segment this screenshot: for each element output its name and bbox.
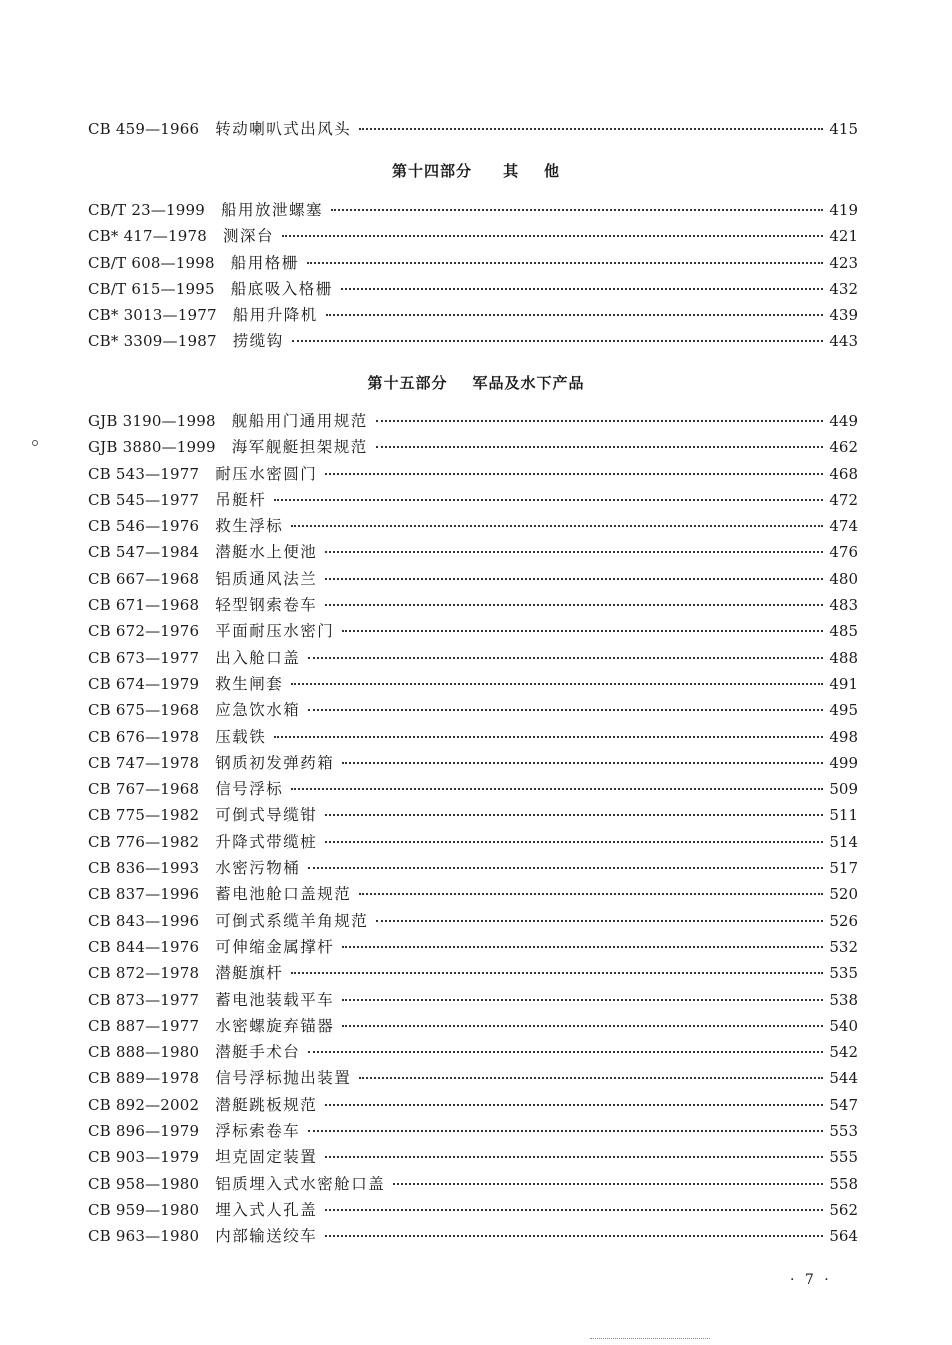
entry-title: 浮标索卷车 <box>215 1122 301 1141</box>
page-number: 509 <box>829 780 858 799</box>
standard-code: CB 667—1968 <box>88 569 200 588</box>
standard-code: CB* 3309—1987 <box>88 332 217 351</box>
page-number: 472 <box>829 490 858 509</box>
section-14-entries <box>88 197 858 355</box>
page-number: 432 <box>829 279 858 298</box>
entry-title: 船用格栅 <box>230 253 299 272</box>
entry-title: 升降式带缆桩 <box>215 832 318 851</box>
entry-title: 平面耐压水密门 <box>215 622 335 641</box>
section-14-title: 其 他 <box>503 162 561 180</box>
page-number: 443 <box>829 332 858 351</box>
page-number: 423 <box>829 253 858 272</box>
toc-row <box>88 881 858 907</box>
page-number: 462 <box>829 438 858 457</box>
dot-leader <box>325 1234 823 1237</box>
toc-row <box>88 1223 858 1249</box>
standard-code: CB* 3013—1977 <box>88 306 217 325</box>
toc-row <box>88 934 858 960</box>
dot-leader <box>308 656 823 659</box>
section-15-entries <box>88 408 858 1250</box>
standard-code: CB 547—1984 <box>88 543 200 562</box>
standard-code: CB 889—1978 <box>88 1069 200 1088</box>
standard-code: CB 674—1979 <box>88 674 200 693</box>
entry-title: 出入舱口盖 <box>215 648 301 667</box>
dot-leader <box>342 1024 823 1027</box>
dot-leader <box>376 445 824 448</box>
section-15-heading <box>0 372 952 393</box>
entry-title: 吊艇杆 <box>215 490 267 509</box>
section-14-heading <box>0 160 952 181</box>
toc-row <box>88 960 858 986</box>
toc-row <box>88 697 858 723</box>
page-number: 499 <box>829 753 858 772</box>
page-number: 439 <box>829 306 858 325</box>
dot-leader <box>291 682 823 685</box>
toc-row <box>88 434 858 460</box>
standard-code: CB 672—1976 <box>88 622 200 641</box>
standard-code: CB 958—1980 <box>88 1174 200 1193</box>
toc-row <box>88 908 858 934</box>
dot-leader <box>376 419 824 422</box>
page-number: 538 <box>829 990 858 1009</box>
toc-row <box>88 802 858 828</box>
toc-row <box>88 987 858 1013</box>
dot-leader <box>308 708 823 711</box>
standard-code: CB 545—1977 <box>88 490 200 509</box>
standard-code: CB/T 615—1995 <box>88 279 215 298</box>
page-number: 526 <box>829 911 858 930</box>
page-number: 514 <box>829 832 858 851</box>
standard-code: CB 843—1996 <box>88 911 200 930</box>
entry-title: 水密螺旋弃锚器 <box>215 1016 335 1035</box>
dot-leader <box>359 1076 823 1079</box>
toc-row <box>88 1197 858 1223</box>
page-number: 474 <box>829 517 858 536</box>
dot-leader <box>291 787 823 790</box>
page-number: 511 <box>829 806 858 825</box>
dot-leader <box>325 1103 823 1106</box>
standard-code: CB 903—1979 <box>88 1148 200 1167</box>
standard-code: CB 873—1977 <box>88 990 200 1009</box>
entry-title: 蓄电池舱口盖规范 <box>215 885 352 904</box>
dot-leader <box>325 1155 823 1158</box>
standard-code: CB 671—1968 <box>88 596 200 615</box>
dot-leader <box>291 971 823 974</box>
entry-title: 内部输送绞车 <box>215 1227 318 1246</box>
standard-code: CB/T 23—1999 <box>88 201 205 219</box>
standard-code: CB 767—1968 <box>88 780 200 799</box>
toc-row <box>88 328 858 354</box>
standard-code: CB 775—1982 <box>88 806 200 825</box>
toc-row <box>88 645 858 671</box>
entry-title: 信号浮标 <box>215 780 284 799</box>
entry-title: 船用放泄螺塞 <box>221 201 324 219</box>
dot-leader <box>307 261 824 264</box>
standard-code: GJB 3880—1999 <box>88 438 216 457</box>
entry-title: 潜艇旗杆 <box>215 964 284 983</box>
dot-leader <box>326 313 824 316</box>
page-number: 449 <box>829 412 858 430</box>
dot-leader <box>292 339 824 342</box>
entry-title: 钢质初发弹药箱 <box>215 753 335 772</box>
page-number: 542 <box>829 1043 858 1062</box>
entry-title: 应急饮水箱 <box>215 701 301 720</box>
toc-row <box>88 776 858 802</box>
dot-leader <box>376 919 823 922</box>
entry-title: 水密污物桶 <box>215 859 301 878</box>
dot-leader <box>325 550 823 553</box>
entry-title: 潜艇手术台 <box>215 1043 301 1062</box>
toc-row <box>88 223 858 249</box>
page-number: 553 <box>829 1122 858 1141</box>
standard-code: CB 837—1996 <box>88 885 200 904</box>
dot-leader <box>274 498 823 501</box>
toc-row <box>88 539 858 565</box>
entry-title: 潜艇跳板规范 <box>215 1095 318 1114</box>
page-number: 491 <box>829 674 858 693</box>
toc-row <box>88 1013 858 1039</box>
standard-code: CB 747—1978 <box>88 753 200 772</box>
toc-row <box>88 1092 858 1118</box>
page-number: 495 <box>829 701 858 720</box>
standard-code: CB* 417—1978 <box>88 227 207 246</box>
standard-code: CB 887—1977 <box>88 1016 200 1035</box>
entry-title: 潜艇水上便池 <box>215 543 318 562</box>
standard-code: CB 673—1977 <box>88 648 200 667</box>
page-number: 547 <box>829 1095 858 1114</box>
section-14-number: 第十四部分 <box>391 162 472 180</box>
toc-row <box>88 592 858 618</box>
dot-leader <box>342 629 823 632</box>
standard-code: CB 546—1976 <box>88 517 200 536</box>
page-number: 540 <box>829 1016 858 1035</box>
dot-leader <box>342 945 823 948</box>
entry-title: 海军舰艇担架规范 <box>231 438 368 457</box>
standard-code: CB 892—2002 <box>88 1095 200 1114</box>
toc-row <box>88 566 858 592</box>
standard-code: CB 675—1968 <box>88 701 200 720</box>
toc-row <box>88 750 858 776</box>
entry-title: 压载铁 <box>215 727 267 746</box>
dot-leader <box>325 840 823 843</box>
page-number: 488 <box>829 648 858 667</box>
entry-title: 救生闸套 <box>215 674 284 693</box>
entry-title: 埋入式人孔盖 <box>215 1200 318 1219</box>
entry-title: 可伸缩金属撑杆 <box>215 937 335 956</box>
dot-leader <box>308 1129 823 1132</box>
dot-leader <box>325 813 823 816</box>
toc-row <box>88 829 858 855</box>
page-number: 562 <box>829 1200 858 1219</box>
toc-row <box>88 302 858 328</box>
page-number: 476 <box>829 543 858 562</box>
top-entry-block <box>88 116 858 142</box>
toc-row <box>88 1171 858 1197</box>
dot-leader <box>393 1182 823 1185</box>
toc-row <box>88 855 858 881</box>
toc-row <box>88 487 858 513</box>
toc-row <box>88 1144 858 1170</box>
toc-row <box>88 724 858 750</box>
entry-title: 测深台 <box>222 227 274 246</box>
page-number: 419 <box>829 201 858 219</box>
page-number: 555 <box>829 1148 858 1167</box>
entry-title: 耐压水密圆门 <box>215 464 318 483</box>
dot-leader <box>342 998 823 1001</box>
entry-title: 救生浮标 <box>215 517 284 536</box>
margin-mark <box>32 440 38 446</box>
toc-row <box>88 197 858 223</box>
dot-leader <box>331 208 823 211</box>
dot-leader <box>342 761 823 764</box>
dot-leader <box>325 603 823 606</box>
entry-title: 铝质通风法兰 <box>215 569 318 588</box>
entry-title: 信号浮标抛出装置 <box>215 1069 352 1088</box>
standard-code: GJB 3190—1998 <box>88 412 216 430</box>
standard-code: CB 844—1976 <box>88 937 200 956</box>
entry-title: 捞缆钩 <box>232 332 284 351</box>
dot-leader <box>359 127 823 130</box>
toc-row <box>88 1118 858 1144</box>
dot-leader <box>325 577 823 580</box>
standard-code: CB 459—1966 <box>88 120 200 138</box>
page-number: 532 <box>829 937 858 956</box>
toc-row <box>88 618 858 644</box>
page-number: 480 <box>829 569 858 588</box>
standard-code: CB 776—1982 <box>88 832 200 851</box>
dot-leader <box>325 472 823 475</box>
standard-code: CB 872—1978 <box>88 964 200 983</box>
page-number: 468 <box>829 464 858 483</box>
toc-row <box>88 513 858 539</box>
standard-code: CB/T 608—1998 <box>88 253 215 272</box>
entry-title: 船用升降机 <box>232 306 318 325</box>
dot-leader <box>291 524 823 527</box>
toc-row <box>88 1065 858 1091</box>
page-number: 415 <box>829 120 858 138</box>
entry-title: 船底吸入格栅 <box>230 279 333 298</box>
page-number: 520 <box>829 885 858 904</box>
standard-code: CB 836—1993 <box>88 859 200 878</box>
dot-leader <box>274 735 823 738</box>
page-number: 544 <box>829 1069 858 1088</box>
standard-code: CB 676—1978 <box>88 727 200 746</box>
page-number: 564 <box>829 1227 858 1246</box>
page-folio: · 7 · <box>790 1272 832 1288</box>
dot-leader <box>325 1208 823 1211</box>
entry-title: 轻型钢索卷车 <box>215 596 318 615</box>
toc-row <box>88 408 858 434</box>
entry-title: 坦克固定装置 <box>215 1148 318 1167</box>
standard-code: CB 543—1977 <box>88 464 200 483</box>
page-number: 485 <box>829 622 858 641</box>
toc-row <box>88 250 858 276</box>
page-number: 483 <box>829 596 858 615</box>
entry-title: 转动喇叭式出风头 <box>215 120 352 138</box>
toc-row <box>88 671 858 697</box>
page-number: 421 <box>829 227 858 246</box>
dot-leader <box>282 234 823 237</box>
standard-code: CB 963—1980 <box>88 1227 200 1246</box>
entry-title: 铝质埋入式水密舱口盖 <box>215 1174 386 1193</box>
dot-leader <box>359 892 823 895</box>
toc-row <box>88 116 858 142</box>
page-number: 498 <box>829 727 858 746</box>
dot-leader <box>308 1050 823 1053</box>
entry-title: 可倒式系缆羊角规范 <box>215 911 369 930</box>
standard-code: CB 896—1979 <box>88 1122 200 1141</box>
entry-title: 可倒式导缆钳 <box>215 806 318 825</box>
section-15-title: 军品及水下产品 <box>472 374 585 392</box>
entry-title: 舰船用门通用规范 <box>231 412 368 430</box>
page-number: 535 <box>829 964 858 983</box>
entry-title: 蓄电池装载平车 <box>215 990 335 1009</box>
page-number: 558 <box>829 1174 858 1193</box>
page-number: 517 <box>829 859 858 878</box>
standard-code: CB 959—1980 <box>88 1200 200 1219</box>
dot-leader <box>341 287 824 290</box>
dot-leader <box>308 866 823 869</box>
standard-code: CB 888—1980 <box>88 1043 200 1062</box>
toc-row <box>88 461 858 487</box>
toc-row <box>88 1039 858 1065</box>
toc-row <box>88 276 858 302</box>
section-15-number: 第十五部分 <box>367 374 448 392</box>
footer-rule <box>590 1338 710 1339</box>
